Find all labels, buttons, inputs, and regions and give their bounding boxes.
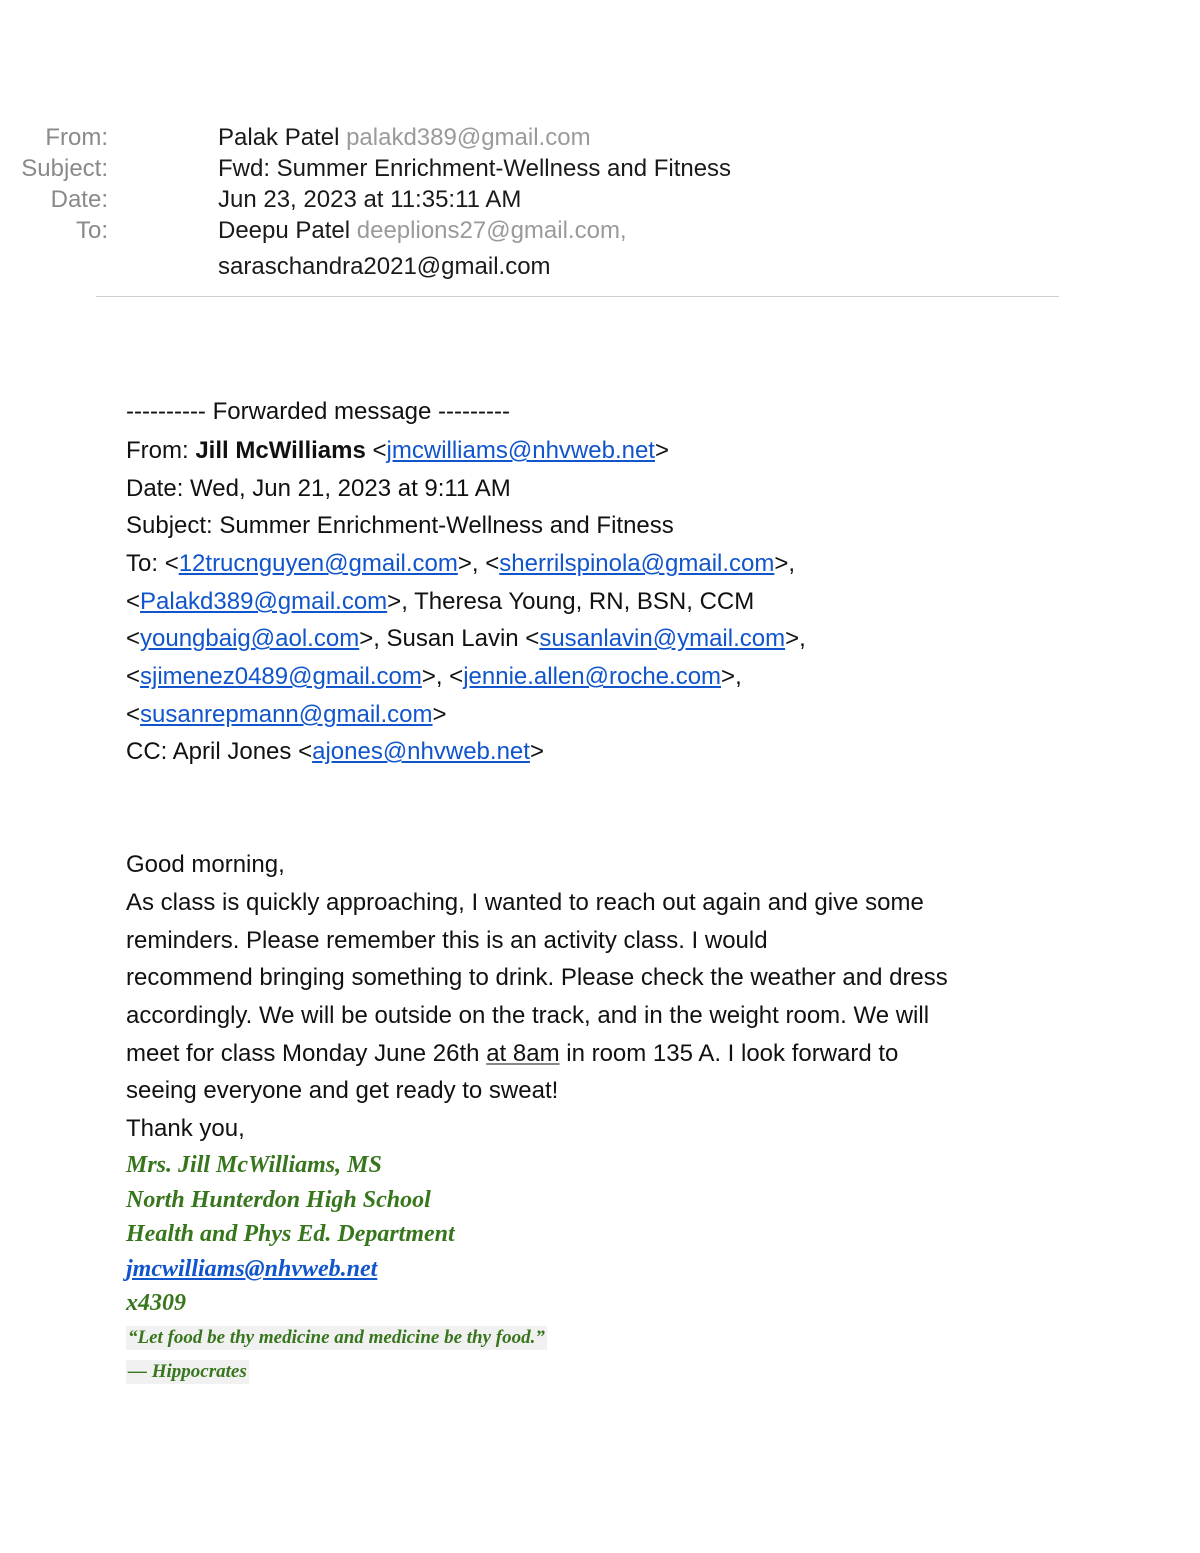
cc-email-link[interactable]: ajones@nhvweb.net	[312, 738, 530, 765]
fwd-date-line: Date: Wed, Jun 21, 2023 at 9:11 AM	[126, 475, 511, 502]
recipient-link-8[interactable]: susanrepmann@gmail.com	[140, 701, 433, 728]
signature-department: Health and Phys Ed. Department	[126, 1221, 455, 1247]
recipient-theresa: >, Theresa Young, RN, BSN, CCM	[387, 588, 755, 615]
fwd-to-line-2: <Palakd389@gmail.com>, Theresa Young, RN, BSN, CCM	[126, 588, 755, 615]
signature-email-line	[126, 1254, 377, 1284]
from-email[interactable]: palakd389@gmail.com	[346, 124, 591, 151]
recipient-link-5[interactable]: susanlavin@ymail.com	[539, 625, 786, 652]
to-email-2[interactable]: saraschandra2021@gmail.com	[218, 253, 551, 280]
header-from-row	[0, 122, 1100, 153]
signature-name: Mrs. Jill McWilliams, MS	[126, 1152, 382, 1178]
fwd-subject-line: Subject: Summer Enrichment-Wellness and Fitness	[126, 512, 674, 539]
fwd-from-email-link[interactable]: jmcwilliams@nhvweb.net	[386, 437, 655, 464]
to-name: Deepu Patel	[218, 217, 351, 244]
subject-value: Fwd: Summer Enrichment-Wellness and Fitness	[218, 155, 732, 182]
body-line-3: recommend bringing something to drink. Please check the weather and dress	[126, 964, 948, 991]
recipient-susan-lavin: >, Susan Lavin <	[359, 625, 540, 652]
fwd-cc-line: CC: April Jones <ajones@nhvweb.net>	[126, 738, 544, 765]
from-label: From:	[45, 124, 108, 151]
fwd-to-line-5: <susanrepmann@gmail.com>	[126, 701, 447, 728]
from-name: Palak Patel	[218, 124, 340, 151]
recipient-link-6[interactable]: sjimenez0489@gmail.com	[140, 663, 422, 690]
recipient-link-1[interactable]: 12trucnguyen@gmail.com	[178, 550, 458, 577]
fwd-to-line-4: <sjimenez0489@gmail.com>, <jennie.allen@roche.com>,	[126, 663, 742, 690]
body-line-1: As class is quickly approaching, I wanted to reach out again and give some	[126, 889, 924, 916]
header-subject-row	[0, 153, 1100, 184]
recipient-link-3[interactable]: Palakd389@gmail.com	[140, 588, 388, 615]
fwd-to-label: To:	[126, 550, 165, 577]
time-highlight: at 8am	[486, 1040, 560, 1067]
greeting: Good morning,	[126, 851, 285, 878]
to-label: To:	[75, 217, 108, 244]
quote-attribution: — Hippocrates	[128, 1361, 247, 1382]
header-date-row	[0, 184, 1100, 215]
body-line-5-start: meet for class Monday June 26th	[126, 1040, 487, 1067]
to-email[interactable]: deeplions27@gmail.com,	[356, 217, 627, 244]
cc-label: CC: April Jones <	[126, 738, 313, 765]
closing: Thank you,	[126, 1115, 245, 1142]
recipient-link-4[interactable]: youngbaig@aol.com	[140, 625, 360, 652]
body-line-6: seeing everyone and get ready to sweat!	[126, 1077, 559, 1104]
body-line-2: reminders. Please remember this is an activity class. I would	[126, 927, 768, 954]
fwd-from-line: From: Jill McWilliams <jmcwilliams@nhvweb.net>	[126, 437, 669, 464]
signature-school: North Hunterdon High School	[126, 1187, 431, 1213]
header-to-row-2	[0, 251, 1100, 282]
fwd-from-label: From:	[126, 437, 196, 464]
header-to-row	[0, 215, 1100, 246]
body-line-4: accordingly. We will be outside on the track, and in the weight room. We will	[126, 1002, 930, 1029]
forward-divider: ---------- Forwarded message ---------	[126, 398, 510, 425]
body-line-5-end: in room 135 A. I look forward to	[559, 1040, 899, 1067]
fwd-to-line-1: To: <12trucnguyen@gmail.com>, <sherrilspinola@gmail.com>,	[126, 550, 796, 577]
signature-quote: “Let food be thy medicine and medicine be thy food.”	[128, 1327, 545, 1348]
fwd-to-line-3: <youngbaig@aol.com>, Susan Lavin <susanlavin@ymail.com>,	[126, 625, 806, 652]
date-value: Jun 23, 2023 at 11:35:11 AM	[218, 186, 522, 213]
date-label: Date:	[50, 186, 108, 213]
recipient-link-7[interactable]: jennie.allen@roche.com	[463, 663, 722, 690]
signature-extension: x4309	[126, 1290, 186, 1316]
subject-label: Subject:	[21, 155, 108, 182]
header-divider	[96, 296, 1059, 297]
recipient-link-2[interactable]: sherrilspinola@gmail.com	[499, 550, 775, 577]
body-line-5	[126, 1039, 898, 1069]
fwd-from-name: Jill McWilliams	[195, 437, 366, 464]
signature-email-link[interactable]: jmcwilliams@nhvweb.net	[126, 1256, 378, 1282]
